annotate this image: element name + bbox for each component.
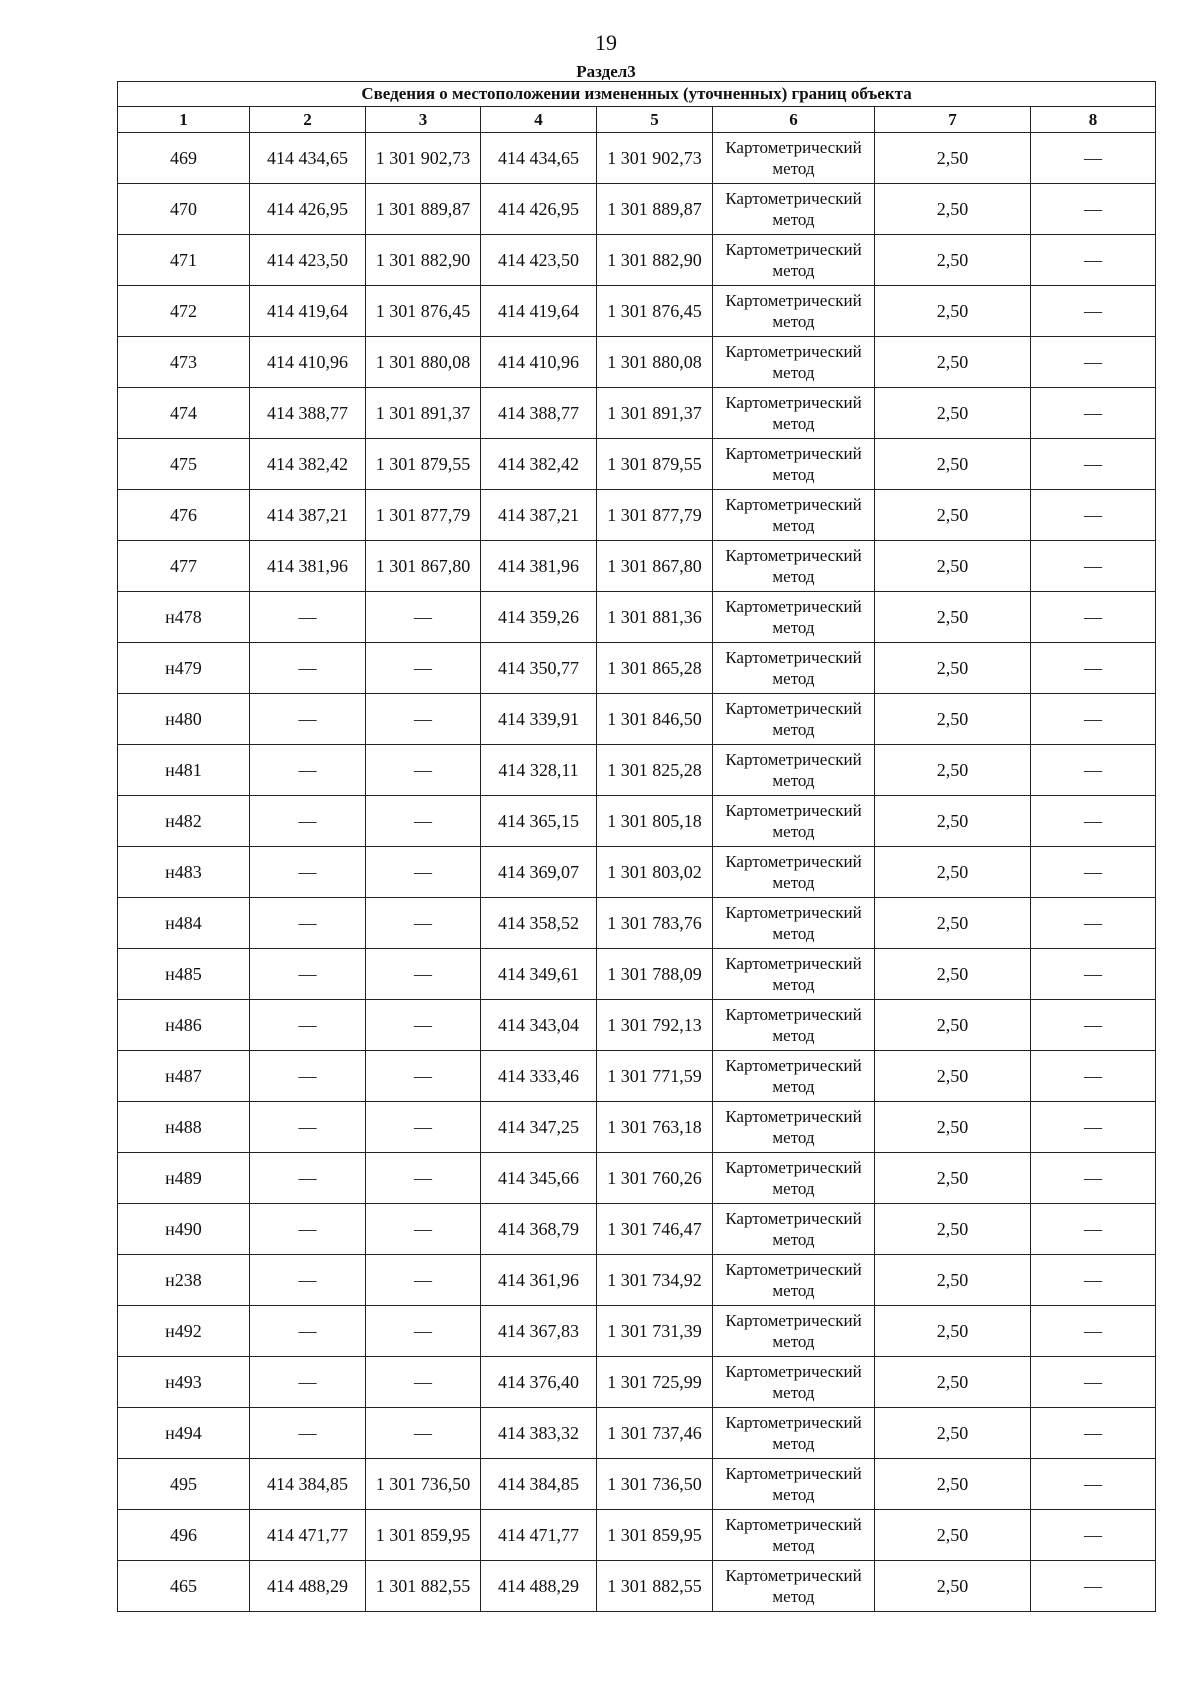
method-cell: Картометрический метод	[713, 592, 875, 643]
old-x-cell: —	[250, 592, 366, 643]
old-x-cell: —	[250, 643, 366, 694]
old-x-cell: 414 387,21	[250, 490, 366, 541]
old-x-cell: —	[250, 796, 366, 847]
method-cell: Картометрический метод	[713, 337, 875, 388]
method-cell: Картометрический метод	[713, 1051, 875, 1102]
new-y-cell: 1 301 734,92	[597, 1255, 713, 1306]
accuracy-cell: 2,50	[875, 1459, 1031, 1510]
table-row	[118, 1000, 1156, 1051]
point-number-cell: 474	[118, 388, 250, 439]
old-y-cell: 1 301 882,90	[366, 235, 481, 286]
point-number-cell: н492	[118, 1306, 250, 1357]
new-y-cell: 1 301 876,45	[597, 286, 713, 337]
point-number-cell: н482	[118, 796, 250, 847]
old-y-cell: 1 301 736,50	[366, 1459, 481, 1510]
accuracy-cell: 2,50	[875, 439, 1031, 490]
accuracy-cell: 2,50	[875, 1153, 1031, 1204]
point-number-cell: 472	[118, 286, 250, 337]
new-y-cell: 1 301 846,50	[597, 694, 713, 745]
new-x-cell: 414 368,79	[481, 1204, 597, 1255]
accuracy-cell: 2,50	[875, 745, 1031, 796]
old-x-cell: 414 410,96	[250, 337, 366, 388]
new-x-cell: 414 361,96	[481, 1255, 597, 1306]
accuracy-cell: 2,50	[875, 1102, 1031, 1153]
new-y-cell: 1 301 882,55	[597, 1561, 713, 1612]
old-y-cell: 1 301 859,95	[366, 1510, 481, 1561]
description-cell: —	[1031, 898, 1156, 949]
description-cell: —	[1031, 184, 1156, 235]
method-cell: Картометрический метод	[713, 1357, 875, 1408]
old-x-cell: —	[250, 694, 366, 745]
table-row	[118, 1561, 1156, 1612]
method-cell: Картометрический метод	[713, 133, 875, 184]
table-body	[118, 133, 1156, 1612]
new-y-cell: 1 301 859,95	[597, 1510, 713, 1561]
method-cell: Картометрический метод	[713, 643, 875, 694]
description-cell: —	[1031, 1408, 1156, 1459]
method-cell: Картометрический метод	[713, 898, 875, 949]
accuracy-cell: 2,50	[875, 949, 1031, 1000]
new-x-cell: 414 387,21	[481, 490, 597, 541]
description-cell: —	[1031, 1306, 1156, 1357]
accuracy-cell: 2,50	[875, 1000, 1031, 1051]
point-number-cell: н479	[118, 643, 250, 694]
method-cell: Картометрический метод	[713, 694, 875, 745]
new-x-cell: 414 388,77	[481, 388, 597, 439]
table-row	[118, 1306, 1156, 1357]
old-y-cell: 1 301 891,37	[366, 388, 481, 439]
new-x-cell: 414 349,61	[481, 949, 597, 1000]
new-x-cell: 414 333,46	[481, 1051, 597, 1102]
old-x-cell: 414 381,96	[250, 541, 366, 592]
new-x-cell: 414 367,83	[481, 1306, 597, 1357]
point-number-cell: н486	[118, 1000, 250, 1051]
old-y-cell: —	[366, 694, 481, 745]
description-cell: —	[1031, 541, 1156, 592]
description-cell: —	[1031, 235, 1156, 286]
description-cell: —	[1031, 643, 1156, 694]
old-x-cell: —	[250, 1153, 366, 1204]
old-y-cell: 1 301 880,08	[366, 337, 481, 388]
method-cell: Картометрический метод	[713, 949, 875, 1000]
point-number-cell: 496	[118, 1510, 250, 1561]
new-y-cell: 1 301 788,09	[597, 949, 713, 1000]
old-y-cell: —	[366, 1408, 481, 1459]
old-y-cell: —	[366, 1357, 481, 1408]
method-cell: Картометрический метод	[713, 1306, 875, 1357]
point-number-cell: 475	[118, 439, 250, 490]
table-row	[118, 133, 1156, 184]
old-x-cell: —	[250, 1102, 366, 1153]
new-y-cell: 1 301 783,76	[597, 898, 713, 949]
description-cell: —	[1031, 1153, 1156, 1204]
table-row	[118, 235, 1156, 286]
new-y-cell: 1 301 760,26	[597, 1153, 713, 1204]
method-cell: Картометрический метод	[713, 745, 875, 796]
point-number-cell: н487	[118, 1051, 250, 1102]
new-x-cell: 414 343,04	[481, 1000, 597, 1051]
new-x-cell: 414 488,29	[481, 1561, 597, 1612]
old-x-cell: 414 434,65	[250, 133, 366, 184]
new-y-cell: 1 301 792,13	[597, 1000, 713, 1051]
old-x-cell: 414 419,64	[250, 286, 366, 337]
point-number-cell: н483	[118, 847, 250, 898]
new-x-cell: 414 434,65	[481, 133, 597, 184]
column-number: 3	[366, 107, 481, 133]
table-row	[118, 1255, 1156, 1306]
accuracy-cell: 2,50	[875, 643, 1031, 694]
table-row	[118, 592, 1156, 643]
page-number: 19	[595, 30, 617, 55]
point-number-cell: н488	[118, 1102, 250, 1153]
description-cell: —	[1031, 1561, 1156, 1612]
method-cell: Картометрический метод	[713, 847, 875, 898]
column-number: 2	[250, 107, 366, 133]
table-row	[118, 1459, 1156, 1510]
old-x-cell: —	[250, 949, 366, 1000]
table-row	[118, 1357, 1156, 1408]
description-cell: —	[1031, 1204, 1156, 1255]
old-y-cell: 1 301 879,55	[366, 439, 481, 490]
description-cell: —	[1031, 592, 1156, 643]
method-cell: Картометрический метод	[713, 439, 875, 490]
description-cell: —	[1031, 337, 1156, 388]
old-y-cell: —	[366, 796, 481, 847]
description-cell: —	[1031, 388, 1156, 439]
method-cell: Картометрический метод	[713, 541, 875, 592]
table-row	[118, 643, 1156, 694]
accuracy-cell: 2,50	[875, 235, 1031, 286]
new-x-cell: 414 347,25	[481, 1102, 597, 1153]
new-y-cell: 1 301 731,39	[597, 1306, 713, 1357]
old-y-cell: —	[366, 949, 481, 1000]
new-x-cell: 414 383,32	[481, 1408, 597, 1459]
table-row	[118, 694, 1156, 745]
new-x-cell: 414 339,91	[481, 694, 597, 745]
accuracy-cell: 2,50	[875, 592, 1031, 643]
description-cell: —	[1031, 1051, 1156, 1102]
description-cell: —	[1031, 745, 1156, 796]
description-cell: —	[1031, 949, 1156, 1000]
accuracy-cell: 2,50	[875, 1561, 1031, 1612]
column-number: 1	[118, 107, 250, 133]
method-cell: Картометрический метод	[713, 1153, 875, 1204]
old-y-cell: —	[366, 898, 481, 949]
accuracy-cell: 2,50	[875, 1204, 1031, 1255]
old-y-cell: —	[366, 592, 481, 643]
new-x-cell: 414 359,26	[481, 592, 597, 643]
old-y-cell: —	[366, 643, 481, 694]
old-x-cell: —	[250, 1051, 366, 1102]
accuracy-cell: 2,50	[875, 898, 1031, 949]
accuracy-cell: 2,50	[875, 541, 1031, 592]
new-x-cell: 414 358,52	[481, 898, 597, 949]
old-x-cell: 414 423,50	[250, 235, 366, 286]
new-x-cell: 414 384,85	[481, 1459, 597, 1510]
point-number-cell: н238	[118, 1255, 250, 1306]
new-y-cell: 1 301 902,73	[597, 133, 713, 184]
accuracy-cell: 2,50	[875, 1510, 1031, 1561]
table-row	[118, 796, 1156, 847]
new-x-cell: 414 471,77	[481, 1510, 597, 1561]
old-y-cell: 1 301 882,55	[366, 1561, 481, 1612]
new-y-cell: 1 301 882,90	[597, 235, 713, 286]
new-y-cell: 1 301 891,37	[597, 388, 713, 439]
new-y-cell: 1 301 881,36	[597, 592, 713, 643]
point-number-cell: н485	[118, 949, 250, 1000]
old-y-cell: —	[366, 745, 481, 796]
description-cell: —	[1031, 1357, 1156, 1408]
old-y-cell: —	[366, 1102, 481, 1153]
accuracy-cell: 2,50	[875, 388, 1031, 439]
method-cell: Картометрический метод	[713, 388, 875, 439]
new-y-cell: 1 301 737,46	[597, 1408, 713, 1459]
old-y-cell: 1 301 867,80	[366, 541, 481, 592]
description-cell: —	[1031, 1102, 1156, 1153]
new-x-cell: 414 350,77	[481, 643, 597, 694]
old-x-cell: 414 488,29	[250, 1561, 366, 1612]
point-number-cell: н493	[118, 1357, 250, 1408]
table-row	[118, 1102, 1156, 1153]
accuracy-cell: 2,50	[875, 184, 1031, 235]
table-row	[118, 286, 1156, 337]
accuracy-cell: 2,50	[875, 847, 1031, 898]
new-x-cell: 414 345,66	[481, 1153, 597, 1204]
table-row	[118, 1051, 1156, 1102]
old-y-cell: 1 301 876,45	[366, 286, 481, 337]
description-cell: —	[1031, 796, 1156, 847]
old-x-cell: —	[250, 1000, 366, 1051]
boundary-coordinates-table	[117, 81, 1156, 1612]
old-x-cell: —	[250, 1357, 366, 1408]
accuracy-cell: 2,50	[875, 1255, 1031, 1306]
old-y-cell: —	[366, 1051, 481, 1102]
point-number-cell: 471	[118, 235, 250, 286]
new-x-cell: 414 376,40	[481, 1357, 597, 1408]
new-x-cell: 414 328,11	[481, 745, 597, 796]
new-y-cell: 1 301 736,50	[597, 1459, 713, 1510]
new-y-cell: 1 301 763,18	[597, 1102, 713, 1153]
table-row	[118, 439, 1156, 490]
new-y-cell: 1 301 771,59	[597, 1051, 713, 1102]
new-y-cell: 1 301 865,28	[597, 643, 713, 694]
point-number-cell: 470	[118, 184, 250, 235]
method-cell: Картометрический метод	[713, 1204, 875, 1255]
old-x-cell: —	[250, 1306, 366, 1357]
new-y-cell: 1 301 725,99	[597, 1357, 713, 1408]
old-y-cell: —	[366, 1306, 481, 1357]
old-y-cell: —	[366, 1204, 481, 1255]
description-cell: —	[1031, 1255, 1156, 1306]
old-x-cell: 414 471,77	[250, 1510, 366, 1561]
description-cell: —	[1031, 1510, 1156, 1561]
point-number-cell: н484	[118, 898, 250, 949]
old-y-cell: 1 301 902,73	[366, 133, 481, 184]
new-x-cell: 414 381,96	[481, 541, 597, 592]
method-cell: Картометрический метод	[713, 1000, 875, 1051]
method-cell: Картометрический метод	[713, 286, 875, 337]
accuracy-cell: 2,50	[875, 490, 1031, 541]
table-row	[118, 184, 1156, 235]
old-x-cell: —	[250, 1408, 366, 1459]
new-y-cell: 1 301 877,79	[597, 490, 713, 541]
method-cell: Картометрический метод	[713, 1408, 875, 1459]
old-x-cell: 414 384,85	[250, 1459, 366, 1510]
point-number-cell: 476	[118, 490, 250, 541]
table-row	[118, 1510, 1156, 1561]
new-x-cell: 414 365,15	[481, 796, 597, 847]
new-y-cell: 1 301 879,55	[597, 439, 713, 490]
table-row	[118, 337, 1156, 388]
table-row	[118, 949, 1156, 1000]
point-number-cell: н478	[118, 592, 250, 643]
old-x-cell: —	[250, 847, 366, 898]
description-cell: —	[1031, 694, 1156, 745]
point-number-cell: н494	[118, 1408, 250, 1459]
column-number: 4	[481, 107, 597, 133]
method-cell: Картометрический метод	[713, 1102, 875, 1153]
method-cell: Картометрический метод	[713, 1459, 875, 1510]
old-x-cell: 414 388,77	[250, 388, 366, 439]
new-x-cell: 414 369,07	[481, 847, 597, 898]
accuracy-cell: 2,50	[875, 1306, 1031, 1357]
table-row	[118, 745, 1156, 796]
old-x-cell: 414 382,42	[250, 439, 366, 490]
table-row	[118, 490, 1156, 541]
accuracy-cell: 2,50	[875, 1408, 1031, 1459]
new-x-cell: 414 426,95	[481, 184, 597, 235]
old-y-cell: —	[366, 1000, 481, 1051]
point-number-cell: 469	[118, 133, 250, 184]
old-x-cell: —	[250, 898, 366, 949]
accuracy-cell: 2,50	[875, 796, 1031, 847]
table-row	[118, 388, 1156, 439]
section-title: Раздел3	[576, 62, 636, 81]
accuracy-cell: 2,50	[875, 337, 1031, 388]
description-cell: —	[1031, 133, 1156, 184]
column-number: 6	[713, 107, 875, 133]
method-cell: Картометрический метод	[713, 1255, 875, 1306]
accuracy-cell: 2,50	[875, 1357, 1031, 1408]
accuracy-cell: 2,50	[875, 1051, 1031, 1102]
new-y-cell: 1 301 746,47	[597, 1204, 713, 1255]
description-cell: —	[1031, 847, 1156, 898]
old-x-cell: 414 426,95	[250, 184, 366, 235]
point-number-cell: н481	[118, 745, 250, 796]
point-number-cell: н480	[118, 694, 250, 745]
method-cell: Картометрический метод	[713, 184, 875, 235]
column-number: 5	[597, 107, 713, 133]
table-row	[118, 1153, 1156, 1204]
description-cell: —	[1031, 490, 1156, 541]
old-x-cell: —	[250, 1204, 366, 1255]
table-row	[118, 1408, 1156, 1459]
new-y-cell: 1 301 805,18	[597, 796, 713, 847]
column-number: 7	[875, 107, 1031, 133]
new-x-cell: 414 382,42	[481, 439, 597, 490]
accuracy-cell: 2,50	[875, 694, 1031, 745]
new-y-cell: 1 301 803,02	[597, 847, 713, 898]
method-cell: Картометрический метод	[713, 796, 875, 847]
accuracy-cell: 2,50	[875, 133, 1031, 184]
table-caption: Сведения о местоположении измененных (уточненных) границ объекта	[118, 82, 1156, 107]
new-y-cell: 1 301 880,08	[597, 337, 713, 388]
new-x-cell: 414 423,50	[481, 235, 597, 286]
table-row	[118, 847, 1156, 898]
description-cell: —	[1031, 286, 1156, 337]
table-row	[118, 1204, 1156, 1255]
old-x-cell: —	[250, 745, 366, 796]
old-y-cell: —	[366, 1153, 481, 1204]
old-y-cell: 1 301 889,87	[366, 184, 481, 235]
point-number-cell: 465	[118, 1561, 250, 1612]
column-number: 8	[1031, 107, 1156, 133]
point-number-cell: 477	[118, 541, 250, 592]
table-row	[118, 898, 1156, 949]
old-y-cell: 1 301 877,79	[366, 490, 481, 541]
new-x-cell: 414 419,64	[481, 286, 597, 337]
point-number-cell: 473	[118, 337, 250, 388]
new-y-cell: 1 301 889,87	[597, 184, 713, 235]
column-number-row	[118, 107, 1156, 133]
description-cell: —	[1031, 439, 1156, 490]
table-row	[118, 541, 1156, 592]
point-number-cell: н489	[118, 1153, 250, 1204]
new-x-cell: 414 410,96	[481, 337, 597, 388]
method-cell: Картометрический метод	[713, 1510, 875, 1561]
description-cell: —	[1031, 1000, 1156, 1051]
description-cell: —	[1031, 1459, 1156, 1510]
accuracy-cell: 2,50	[875, 286, 1031, 337]
old-y-cell: —	[366, 1255, 481, 1306]
method-cell: Картометрический метод	[713, 1561, 875, 1612]
old-y-cell: —	[366, 847, 481, 898]
new-y-cell: 1 301 867,80	[597, 541, 713, 592]
method-cell: Картометрический метод	[713, 235, 875, 286]
method-cell: Картометрический метод	[713, 490, 875, 541]
new-y-cell: 1 301 825,28	[597, 745, 713, 796]
old-x-cell: —	[250, 1255, 366, 1306]
point-number-cell: н490	[118, 1204, 250, 1255]
point-number-cell: 495	[118, 1459, 250, 1510]
